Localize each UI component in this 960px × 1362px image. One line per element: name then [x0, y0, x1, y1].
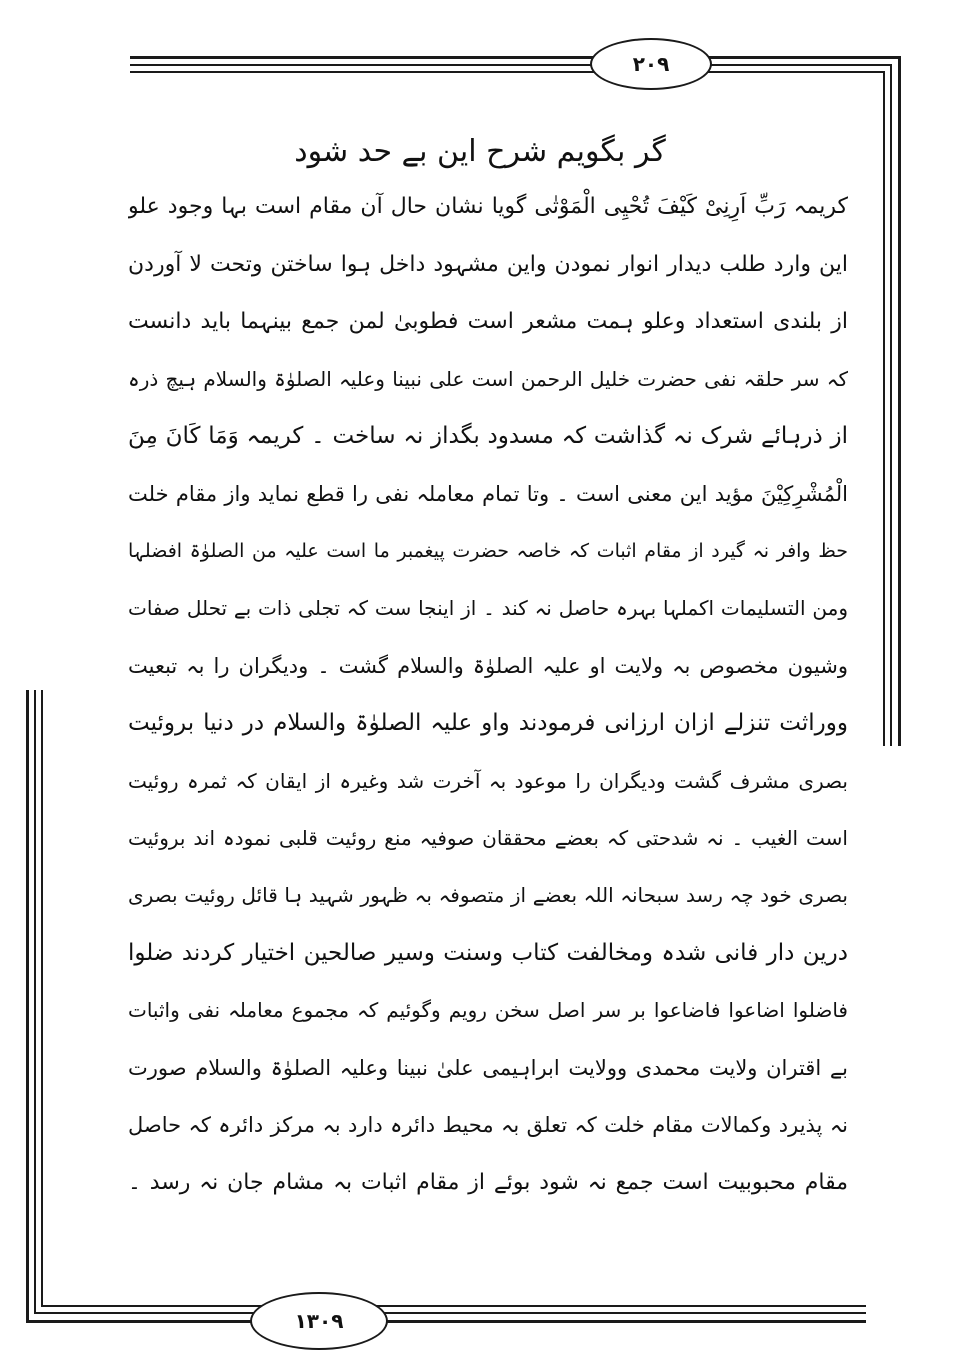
frame-left-line-inner [41, 690, 43, 1307]
frame-left-line-outer [26, 690, 29, 1322]
text-line: نہ پذیرد وکمالات مقام خلت کہ تعلق بہ محیط دائرہ دارد بہ مرکز دائرہ کہ حاصل [128, 1112, 848, 1137]
text-line: کریمہ رَبِّ اَرِنِیْ کَیْفَ تُحْیِی الْمَوْتٰی گویا نشان حال آن مقام است بہا وجود علو [128, 194, 848, 220]
text-line: ومن التسلیمات اکملہا بہرہ حاصل نہ کند ۔ از اینجا ست کہ تجلی ذات بے تحلل صفات [128, 596, 848, 621]
frame-right-line-mid [890, 64, 892, 746]
frame-bottom-line-mid [34, 1312, 866, 1314]
text-line: است الغیب ۔ نہ شدحتی کہ بعضے محققان صوفیہ منع روئیت قلبی نمودہ اند بروئیت [128, 825, 848, 850]
text-line: بصری مشرف گشت ودیگران را موعود بہ آخرت شد وغیرہ از ایقان کہ ثمرہ روئیت [128, 768, 848, 793]
frame-top-line-inner [130, 71, 884, 73]
frame-right-line-inner [883, 71, 885, 746]
text-line: وشیون مخصوص بہ ولایت او علیہ الصلوٰۃ والسلام گشت ۔ ودیگران را بہ تبعیت [128, 653, 848, 678]
frame-top-line-mid [130, 64, 892, 66]
body-text [128, 178, 848, 1211]
frame-left-line-mid [34, 690, 36, 1314]
frame-bottom-line-outer [26, 1320, 866, 1323]
text-line: درین دار فانی شدہ ومخالفت کتاب وسنت وسیر صالحین اختیار کردند ضلوا [128, 939, 848, 966]
text-line: از بلندی استعداد وعلو ہمت مشعر است فطوبیٰ لمن جمع بینہما باید دانست [128, 308, 848, 334]
text-line: الْمُشْرِکِیْنَ مؤید این معنی است ۔ وتا تمام معاملہ نفی را قطع نماید واز مقام خلت [128, 481, 848, 506]
text-line: بے اقتران ولایت محمدی وولایت ابراہیمی علیٰ نبینا وعلیہ الصلوٰۃ والسلام صورت [128, 1055, 848, 1080]
frame-top-line-outer [130, 56, 900, 59]
frame-right-line-outer [898, 56, 901, 746]
text-line: کہ سر حلقہ نفی حضرت خلیل الرحمن است علی نبینا وعلیہ الصلوٰۃ والسلام ہیچ ذرہ [128, 366, 848, 391]
text-line: مقام محبوبیت است جمع نہ شود بوئے از مقام اثبات بہ مشام جان نہ رسد ۔ [128, 1169, 848, 1195]
text-line: فاضلوا اضاعوا فاضاعوا بر سر اصل سخن رویم وگوئیم کہ مجموع معاملہ نفی واثبات [128, 998, 848, 1023]
text-line: این وارد طلب دیدار انوار نمودن واین مشہود داخل ہوا ساختن وتحت لا آوردن [128, 251, 848, 277]
page-heading: گر بگویم شرح این بے حد شود [294, 134, 666, 169]
text-line: حظ وافر نہ گیرد از مقام اثبات کہ خاصہ حضرت پیغمبر ما است علیہ من الصلوٰۃ افضلہا [128, 540, 848, 563]
frame-bottom-line-inner [41, 1305, 866, 1307]
text-line: از ذرہائے شرک نہ گذاشت کہ مسدود بگداز نہ ساخت ۔ کریمہ وَمَا کَانَ مِنَ [128, 423, 848, 450]
text-line: ووراثت تنزلے ازان ارزانی فرمودند واو علیہ الصلوٰۃ والسلام در دنیا بروئیت [128, 710, 848, 737]
text-line: بصری خود چہ رسد سبحانہ اللہ بعضے از متصوفہ بہ ظہور شہید ہا قائل روئیت بصری [128, 883, 848, 908]
top-page-number: ۲۰۹ [590, 38, 712, 90]
bottom-page-number: ۱۳۰۹ [250, 1292, 388, 1350]
